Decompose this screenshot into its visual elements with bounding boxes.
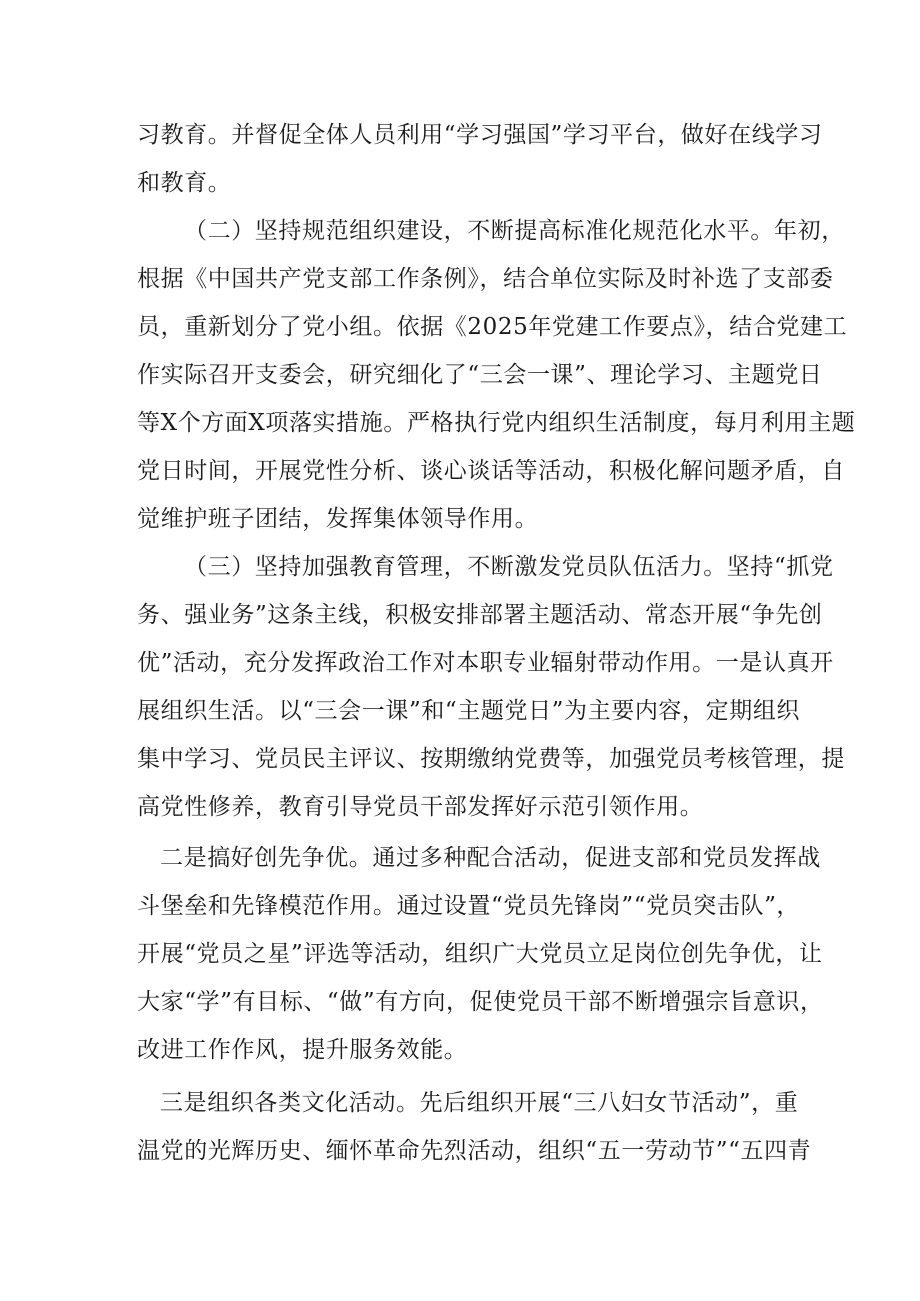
text-line: 温党的光辉历史、缅怀革命先烈活动，组织“五一劳动节”“五四青 [137, 1138, 812, 1164]
paragraph-heading-line: （二）坚持规范组织建设，不断提高标准化规范化水平。年初， [184, 218, 845, 244]
text-line: 觉维护班子团结，发挥集体领导作用。 [137, 506, 539, 532]
text-line: 开展“党员之星”评选等活动，组织广大党员立足岗位创先争优，让 [137, 941, 823, 967]
text-line: 大家“学”有目标、“做”有方向，促使党员干部不断增强宗旨意识， [137, 989, 824, 1015]
text-line: 根据《中国共产党支部工作条例》，结合单位实际及时补选了支部委 [137, 266, 834, 292]
text-line: 改进工作作风，提升服务效能。 [137, 1037, 468, 1063]
text-line: 习教育。并督促全体人员利用“学习强国”学习平台，做好在线学习 [137, 122, 823, 148]
text-line: 员，重新划分了党小组。依据《2025年党建工作要点》，结合党建工 [137, 314, 848, 340]
paragraph-heading-line: （三）坚持加强教育管理，不断激发党员队伍活力。坚持“抓党 [184, 554, 834, 580]
text-line: 作实际召开支委会，研究细化了“三会一课”、理论学习、主题党日 [137, 362, 823, 388]
text-line: 党日时间，开展党性分析、谈心谈话等活动，积极化解问题矛盾，自 [137, 458, 845, 484]
text-line: 斗堡垒和先锋模范作用。通过设置“党员先锋岗”“党员突击队”， [137, 893, 801, 919]
text-line: 务、强业务”这条主线，积极安排部署主题活动、常态开展“争先创 [137, 602, 823, 628]
text-line: 高党性修养，教育引导党员干部发挥好示范引领作用。 [137, 794, 704, 820]
text-line: 展组织生活。以“三会一课”和“主题党日”为主要内容，定期组织 [137, 698, 801, 724]
text-line: 集中学习、党员民主评议、按期缴纳党费等，加强党员考核管理，提 [137, 746, 845, 772]
paragraph-start-line: 三是组织各类文化活动。先后组织开展“三八妇女节活动”，重 [160, 1090, 799, 1116]
text-line: 优”活动，充分发挥政治工作对本职专业辐射带动作用。一是认真开 [137, 650, 834, 676]
text-line: 等X个方面X项落实措施。严格执行党内组织生活制度，每月利用主题 [137, 410, 856, 436]
paragraph-start-line: 二是搞好创先争优。通过多种配合活动，促进支部和党员发挥战 [160, 845, 821, 871]
text-line: 和教育。 [137, 170, 232, 196]
